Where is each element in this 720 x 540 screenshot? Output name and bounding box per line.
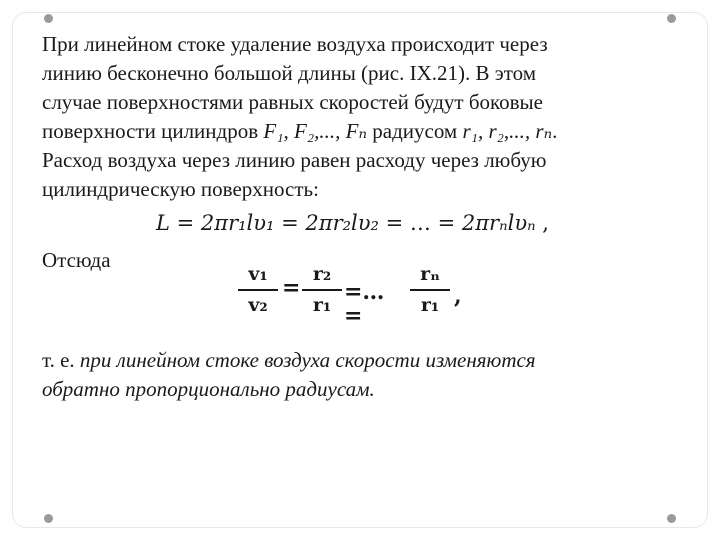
fraction-rn-r1 xyxy=(410,262,450,317)
formula-lhs: L xyxy=(156,211,170,235)
fraction-r2-r1 xyxy=(302,262,342,317)
fraction-v1-v2 xyxy=(238,262,278,317)
text-line-4 xyxy=(42,117,662,146)
corner-dot-bottom-left xyxy=(44,514,53,523)
surfaces-list: F₁, F₂,..., Fₙ xyxy=(263,119,367,143)
conclusion-italic-line-1: при линейном стоке воздуха скорости изменяются xyxy=(79,348,536,372)
fraction-3-numerator: rₙ xyxy=(420,263,440,285)
corner-dot-top-left xyxy=(44,14,53,23)
formula-term-1: 2πr₁lυ₁ xyxy=(200,211,275,235)
conclusion-italic-line-2: обратно пропорционально радиусам. xyxy=(42,377,375,401)
formula-trailing-comma: , xyxy=(542,211,549,235)
corner-dot-bottom-right xyxy=(667,514,676,523)
fraction-2-denominator: r₁ xyxy=(312,294,332,316)
formula-term-2: 2πr₂lυ₂ xyxy=(305,211,379,235)
fraction-1-numerator: v₁ xyxy=(248,263,268,285)
fraction-1-denominator: v₂ xyxy=(248,294,268,316)
formula-term-n: 2πrₙlυₙ xyxy=(461,211,536,235)
text-line-3: случае поверхностями равных скоростей будут боковые xyxy=(42,90,543,114)
equals-dots: =…= xyxy=(344,279,385,329)
text-line-1: При линейном стоке удаление воздуха происходит через xyxy=(42,32,548,56)
fraction-3-denominator: r₁ xyxy=(420,294,440,316)
ratio-trailing-comma: , xyxy=(454,283,462,309)
flow-rate-formula: L = 2πr₁lυ₁ = 2πr₂lυ₂ = … = 2πrₙlυₙ , xyxy=(156,211,549,235)
otsyuda-label: Отсюда xyxy=(42,248,111,272)
text-line-5: Расход воздуха через линию равен расходу через любую xyxy=(42,148,547,172)
fraction-2-bar xyxy=(302,289,342,291)
radii-list: r₁, r₂,..., rₙ xyxy=(462,119,553,143)
fraction-2-numerator: r₂ xyxy=(312,263,332,285)
text-line-4-prefix: поверхности цилиндров xyxy=(42,119,264,143)
fraction-3-bar xyxy=(410,289,450,291)
intro-paragraph xyxy=(42,30,662,204)
fraction-1-bar xyxy=(238,289,278,291)
conclusion-paragraph xyxy=(42,346,662,404)
formula-ellipsis: … xyxy=(409,211,431,235)
corner-dot-top-right xyxy=(667,14,676,23)
conclusion-prefix: т. е. xyxy=(42,348,80,372)
text-line-2: линию бесконечно большой длины (рис. IX.21). В этом xyxy=(42,61,537,85)
text-line-4-mid: радиусом xyxy=(367,119,463,143)
equals-sign-1: = xyxy=(282,275,301,301)
text-line-4-end: . xyxy=(552,119,558,143)
text-line-6: цилиндрическую поверхность: xyxy=(42,177,319,201)
